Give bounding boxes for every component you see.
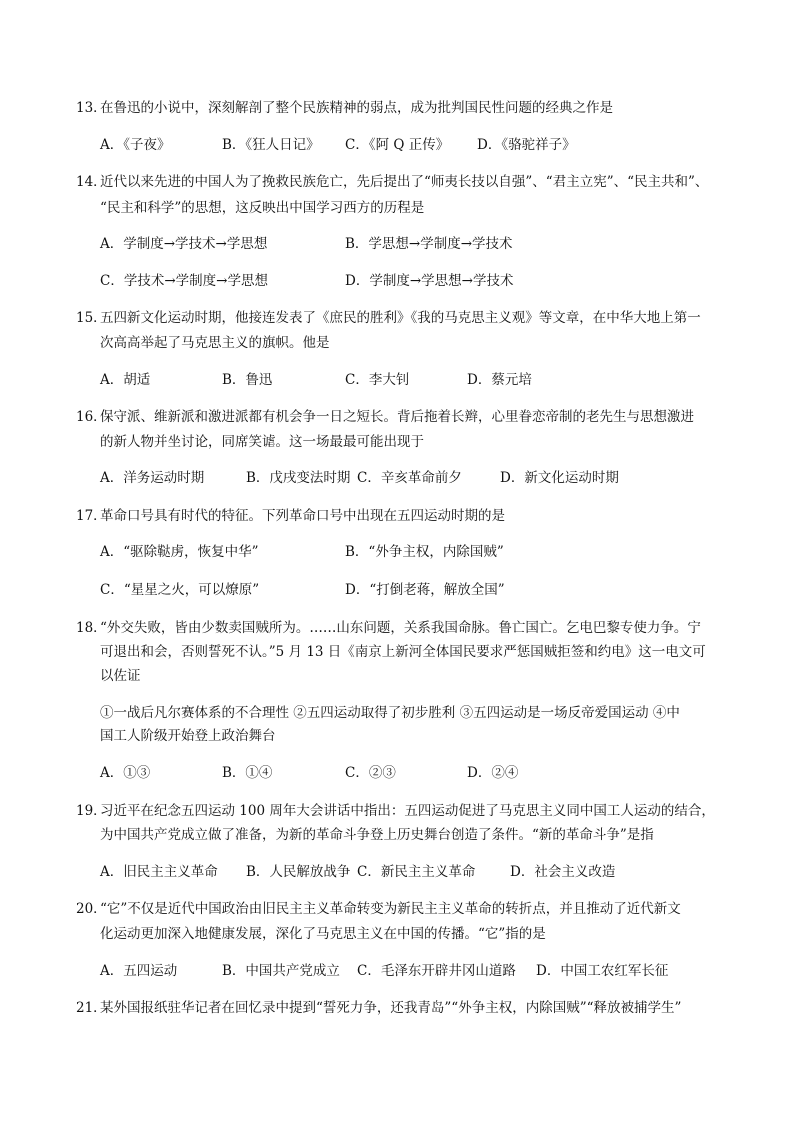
question-stem: 近代以来先进的中国人为了挽救民族危亡，先后提出了“师夷长技以自强”、“君主立宪”、“民主共和”、 (100, 174, 709, 190)
option-b: B．鲁迅 (222, 372, 273, 388)
question-number: 14． (76, 174, 107, 190)
option-b: B．人民解放战争 (246, 864, 351, 880)
option-b: B．中国共产党成立 (222, 963, 340, 979)
option-b: B．戊戌变法时期 (246, 470, 351, 486)
option-c: C．《阿 Q 正传》 (345, 137, 450, 153)
option-d: D．《骆驼祥子》 (477, 137, 576, 153)
option-d: D．社会主义改造 (510, 864, 616, 880)
option-d: D．蔡元培 (467, 372, 532, 388)
question-number: 13． (76, 100, 107, 116)
option-c: C．②③ (345, 765, 396, 781)
option-d: D．“打倒老蒋，解放全国” (345, 582, 505, 598)
question-number: 17． (76, 508, 107, 524)
option-a: A．洋务运动时期 (100, 470, 205, 486)
question-number: 16． (76, 409, 107, 425)
question-number: 19． (76, 803, 107, 819)
option-d: D．学制度→学思想→学技术 (345, 273, 514, 289)
option-d: D．新文化运动时期 (500, 470, 619, 486)
question-stem: 在鲁迅的小说中，深刻解剖了整个民族精神的弱点，成为批判国民性问题的经典之作是 (100, 100, 613, 116)
option-b: B．《狂人日记》 (222, 137, 320, 153)
question-stem: “外交失败，皆由少数卖国贼所为。……山东问题，关系我国命脉。鲁亡国亡。乞电巴黎专使力争。宁 (100, 620, 701, 636)
option-c: C．李大钊 (345, 372, 410, 388)
option-c: C．“星星之火，可以燎原” (100, 582, 260, 598)
option-a: A．①③ (100, 765, 151, 781)
question-stem: 保守派、维新派和激进派都有机会争一日之短长。背后拖着长辫，心里眷恋帝制的老先生与思想激进 (100, 409, 694, 425)
option-a: A．旧民主主义革命 (100, 864, 218, 880)
exam-page: 13． 在鲁迅的小说中，深刻解剖了整个民族精神的弱点，成为批判国民性问题的经典之作是 A．《子夜》 B．《狂人日记》 C．《阿 Q 正传》 D．《骆驼祥子》 14． 近代以来先进的中国人为了挽救民族危亡，先后提出了“师夷长技以自强”、“君主立宪”、“民主共和”、 “民主和科学”的思想，这反映出中国学习西方的历程是 A．学制度→学技术→学思想 B．学思想→学制度→学技术 C．学技术→学制度→学思想 D．学制度→学思想→学技术 15． 五四新文化运动时期，他接连发表了《庶民的胜利》《我的马克思主义观》等文章，在中华大地上第一 次高高举起了马克思主义的旗帜。他是 A．胡适 B．鲁迅 C．李大钊 D．蔡元培 16． 保守派、维新派和激进派都有机会争一日之短长。背后拖着长辫，心里眷恋帝制的老先生与思想激进 的新人物并坐讨论，同席笑谑。这一场最最可能出现于 A．洋务运动时期 B．戊戌变法时期 C．辛亥革命前夕 D．新文化运动时期 17． 革命口号具有时代的特征。下列革命口号中出现在五四运动时期的是 A．“驱除鞑虏，恢复中华” B．“外争主权，内除国贼” C．“星星之火，可以燎原” D．“打倒老蒋，解放全国” 18． “外交失败，皆由少数卖国贼所为。……山东问题，关系我国命脉。鲁亡国亡。乞电巴黎专使力争。宁 可退出和会，否则誓死不认。”5 月 13 日《南京上新河全体国民要求严惩国贼拒签和约电》这一电文可 以佐证 ①一战后凡尔赛体系的不合理性 ②五四运动取得了初步胜利 ③五四运动是一场反帝爱国运动 ④中 国工人阶级开始登上政治舞台 A．①③ B．①④ C．②③ D．②④ 19． 习近平在纪念五四运动 100 周年大会讲话中指出：五四运动促进了马克思主义同中国工人运动的结合， 为中国共产党成立做了准备，为新的革命斗争登上历史舞台创造了条件。“新的革命斗争”是指 A．旧民主主义革命 B．人民解放战争 C．新民主主义革命 D．社会主义改造 20． “它”不仅是近代中国政治由旧民主主义革命转变为新民主主义革命的转折点，并且推动了近代新文 化运动更加深入地健康发展，深化了马克思主义在中国的传播。“它”指的是 A．五四运动 B．中国共产党成立 C．毛泽东开辟井冈山道路 D．中国工农红军长征 21． 某外国报纸驻华记者在回忆录中提到“誓死力争，还我青岛”“外争主权，内除国贼”“释放被捕学生” (76, 100, 715, 1016)
option-a: A．“驱除鞑虏，恢复中华” (100, 544, 259, 560)
option-a: A．《子夜》 (100, 137, 171, 153)
question-stem: “它”不仅是近代中国政治由旧民主主义革命转变为新民主主义革命的转折点，并且推动了近代新文 (100, 901, 681, 917)
question-number: 15． (76, 310, 107, 326)
question-stem: 某外国报纸驻华记者在回忆录中提到“誓死力争，还我青岛”“外争主权，内除国贼”“释放被捕学生” (100, 1000, 682, 1016)
question-number: 21． (76, 1000, 107, 1016)
option-a: A．胡适 (100, 372, 151, 388)
option-c: C．新民主主义革命 (357, 864, 476, 880)
option-a: A．学制度→学技术→学思想 (100, 236, 268, 252)
option-c: C．毛泽东开辟井冈山道路 (357, 963, 516, 979)
option-a: A．五四运动 (100, 963, 178, 979)
option-b: B．“外争主权，内除国贼” (345, 544, 504, 560)
option-c: C．学技术→学制度→学思想 (100, 273, 268, 289)
option-d: D．中国工农红军长征 (536, 963, 669, 979)
question-number: 20． (76, 901, 107, 917)
option-d: D．②④ (467, 765, 519, 781)
question-stem: 习近平在纪念五四运动 100 周年大会讲话中指出：五四运动促进了马克思主义同中国工人运动的结合， (100, 803, 715, 819)
option-c: C．辛亥革命前夕 (357, 470, 462, 486)
option-b: B．学思想→学制度→学技术 (345, 236, 513, 252)
question-stem: 革命口号具有时代的特征。下列革命口号中出现在五四运动时期的是 (100, 508, 505, 524)
question-stem: 五四新文化运动时期，他接连发表了《庶民的胜利》《我的马克思主义观》等文章，在中华大地上第一 (100, 310, 701, 326)
option-b: B．①④ (222, 765, 273, 781)
question-number: 18． (76, 620, 107, 636)
